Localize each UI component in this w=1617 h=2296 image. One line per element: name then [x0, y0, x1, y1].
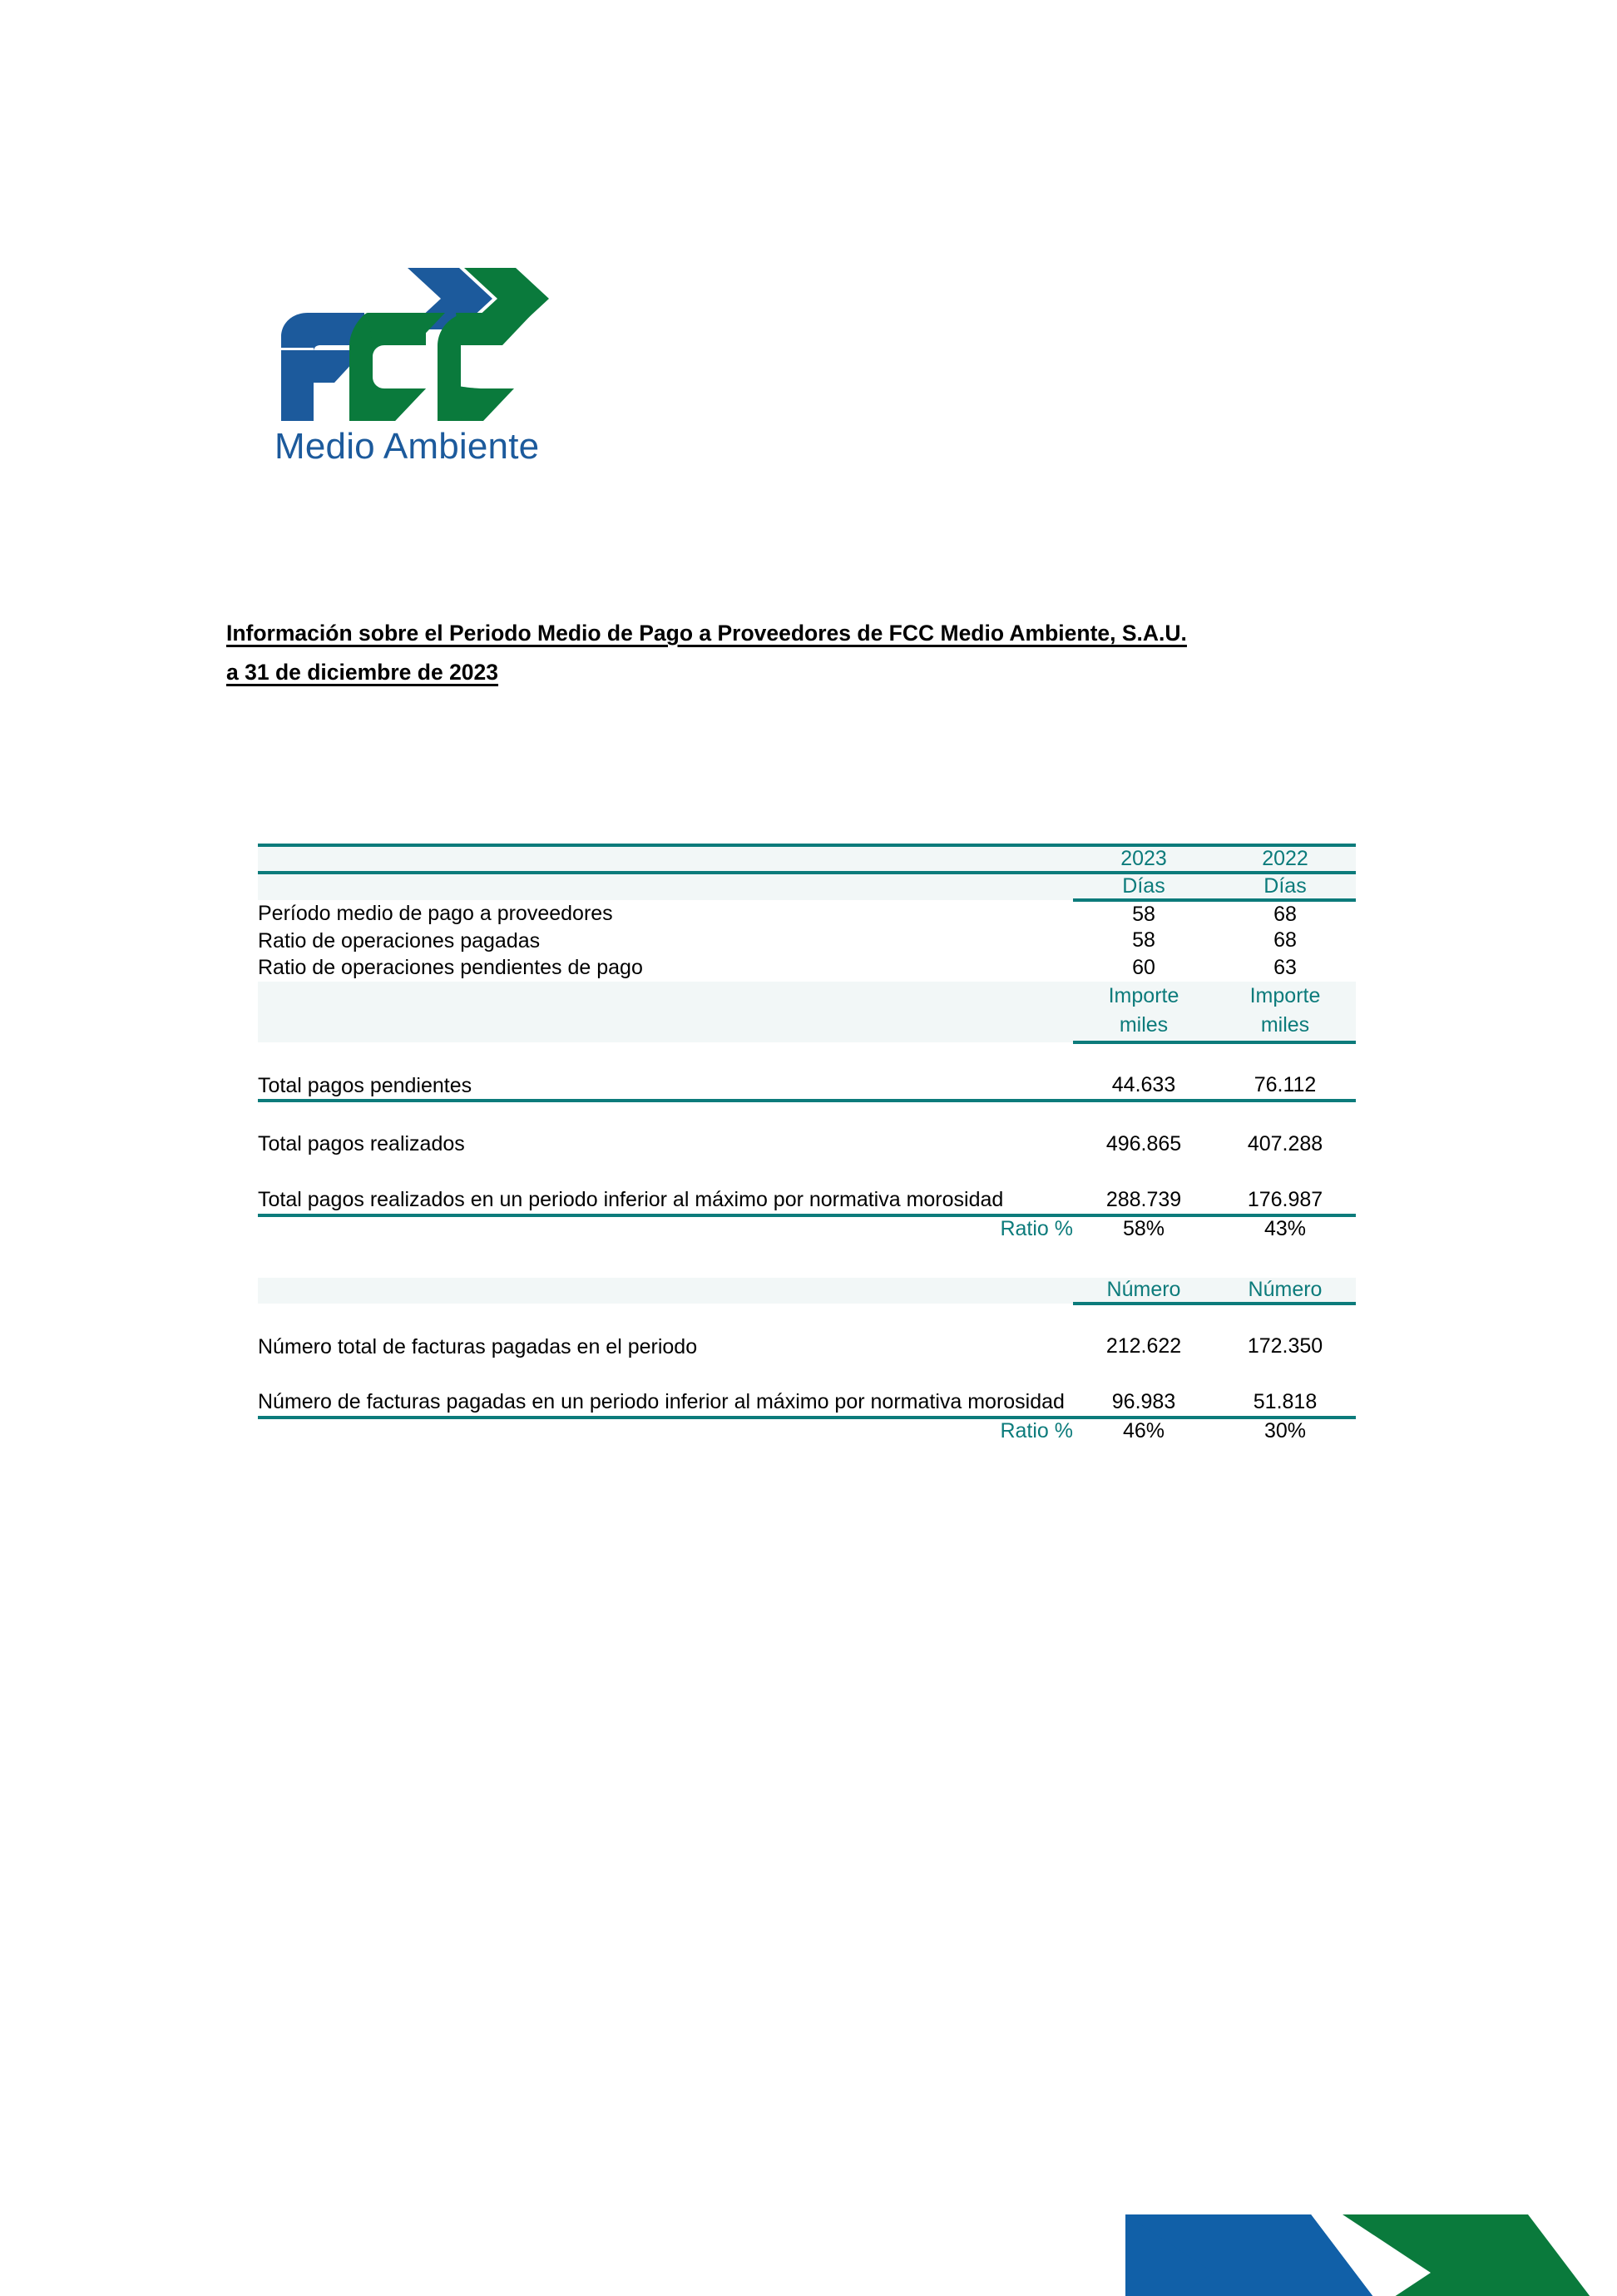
table-row-ratio: [258, 1418, 1356, 1443]
spacer-cell: [1214, 1101, 1356, 1131]
row-label-total-pagos-realizados-inferior: Total pagos realizados en un periodo inferior al máximo por normativa morosidad: [258, 1186, 1073, 1215]
unit-header-numero-2022: Número: [1214, 1278, 1356, 1304]
table-spacer: [258, 1042, 1356, 1072]
table-spacer: [258, 1360, 1356, 1388]
unit-header-importe-2022-line2: miles: [1260, 1013, 1310, 1037]
spacer-cell: [1214, 1304, 1356, 1334]
table-spacer: [258, 1304, 1356, 1334]
row-value-2022-ratio-operaciones-pagadas: 68: [1273, 928, 1297, 953]
spacer-cell: [258, 1042, 1073, 1072]
row-value-2022-periodo-medio-pago: 68: [1273, 902, 1297, 926]
unit-header-importe-2023: [1073, 982, 1214, 1042]
ratio-label-numero: Ratio %: [1000, 1419, 1073, 1442]
table-row: [258, 1131, 1356, 1158]
header-year-2022: 2022: [1214, 845, 1356, 873]
ratio-label-importe: Ratio %: [1000, 1216, 1073, 1240]
spacer-cell: [258, 1101, 1073, 1131]
row-label-ratio-operaciones-pendientes: Ratio de operaciones pendientes de pago: [258, 956, 643, 979]
row-value-2022-numero-facturas-inferior: 51.818: [1214, 1388, 1356, 1418]
row-label-periodo-medio-pago: Período medio de pago a proveedores: [258, 902, 613, 925]
row-label-numero-total-facturas: Número total de facturas pagadas en el periodo: [258, 1334, 698, 1358]
spacer-cell: [1214, 1360, 1356, 1388]
spacer-cell: [1073, 1360, 1214, 1388]
ratio-value-2023-importe: 58%: [1122, 1216, 1165, 1240]
footer-chevron-decoration: [1081, 2173, 1617, 2296]
unit-blank-cell-dias: [258, 873, 1073, 900]
table-unit-row-importe: [258, 982, 1356, 1042]
header-year-2023: 2023: [1073, 845, 1214, 873]
ratio-value-2023-numero: 46%: [1122, 1419, 1165, 1442]
footer-chevrons-icon: [1081, 2173, 1617, 2296]
spacer-cell: [258, 1304, 1073, 1334]
row-value-2023-numero-facturas-inferior: 96.983: [1073, 1388, 1214, 1418]
unit-header-numero-2023: Número: [1073, 1278, 1214, 1304]
row-value-2023-ratio-operaciones-pendientes: 60: [1132, 955, 1155, 979]
document-title-line-1: Información sobre el Periodo Medio de Pago a Proveedores de FCC Medio Ambiente, S.A.U.: [226, 621, 1187, 646]
row-value-2023-periodo-medio-pago: 58: [1132, 902, 1155, 926]
table-spacer: [258, 1101, 1356, 1131]
row-value-2022-ratio-operaciones-pendientes: 63: [1273, 955, 1297, 979]
table-row-ratio: [258, 1215, 1356, 1241]
spacer-cell: [1073, 1158, 1214, 1186]
table-row: [258, 1388, 1356, 1418]
unit-header-importe-2023-line2: miles: [1119, 1013, 1169, 1037]
table-row: [258, 954, 1356, 982]
row-label-total-pagos-realizados: Total pagos realizados: [258, 1132, 465, 1155]
unit-header-dias-2022: Días: [1214, 873, 1356, 900]
header-blank-cell: [258, 845, 1073, 873]
spacer-cell: [258, 1241, 1073, 1278]
row-value-2023-numero-total-facturas: 212.622: [1105, 1334, 1182, 1358]
row-value-2023-total-pagos-realizados: 496.865: [1105, 1131, 1182, 1155]
fcc-logo-icon: [274, 266, 582, 424]
payment-period-table: [258, 844, 1356, 1443]
spacer-cell: [1073, 1304, 1214, 1334]
row-value-2022-total-pagos-pendientes: 76.112: [1214, 1072, 1356, 1101]
table-row: [258, 928, 1356, 955]
spacer-cell: [1214, 1042, 1356, 1072]
row-value-2023-total-pagos-pendientes: 44.633: [1073, 1072, 1214, 1101]
spacer-cell: [1073, 1241, 1214, 1278]
unit-header-importe-2022: [1214, 982, 1356, 1042]
logo-wordmark: Medio Ambiente: [274, 426, 540, 467]
unit-blank-cell-importe: [258, 982, 1073, 1042]
table-spacer: [258, 1241, 1356, 1278]
unit-header-importe-2022-line1: Importe: [1249, 983, 1321, 1007]
table-row: [258, 1186, 1356, 1215]
document-title: [226, 616, 1407, 690]
ratio-value-2022-numero: 30%: [1263, 1419, 1307, 1442]
row-value-2022-numero-total-facturas: 172.350: [1247, 1334, 1323, 1358]
unit-header-importe-2023-line1: Importe: [1108, 983, 1179, 1007]
row-label-total-pagos-pendientes: Total pagos pendientes: [258, 1072, 1073, 1101]
fcc-logo-mark: [274, 266, 582, 424]
spacer-cell: [258, 1158, 1073, 1186]
ratio-value-2022-importe: 43%: [1263, 1216, 1307, 1240]
table-row: [258, 900, 1356, 928]
spacer-cell: [1214, 1158, 1356, 1186]
spacer-cell: [1073, 1101, 1214, 1131]
table-unit-row-dias: [258, 873, 1356, 900]
row-value-2022-total-pagos-realizados-inferior: 176.987: [1214, 1186, 1356, 1215]
table-row: [258, 1072, 1356, 1101]
row-value-2022-total-pagos-realizados: 407.288: [1247, 1131, 1323, 1155]
unit-blank-cell-numero: [258, 1278, 1073, 1304]
table-row: [258, 1334, 1356, 1361]
row-value-2023-total-pagos-realizados-inferior: 288.739: [1073, 1186, 1214, 1215]
table-spacer: [258, 1158, 1356, 1186]
row-label-numero-facturas-inferior: Número de facturas pagadas en un periodo inferior al máximo por normativa morosidad: [258, 1388, 1073, 1418]
row-value-2023-ratio-operaciones-pagadas: 58: [1132, 928, 1155, 953]
document-title-line-2: a 31 de diciembre de 2023: [226, 659, 499, 685]
spacer-cell: [1073, 1042, 1214, 1072]
unit-header-dias-2023: Días: [1073, 873, 1214, 900]
spacer-cell: [1214, 1241, 1356, 1278]
brand-logo-block: [274, 266, 624, 482]
table-unit-row-numero: [258, 1278, 1356, 1304]
table-header-years: [258, 845, 1356, 873]
spacer-cell: [258, 1360, 1073, 1388]
row-label-ratio-operaciones-pagadas: Ratio de operaciones pagadas: [258, 928, 541, 953]
